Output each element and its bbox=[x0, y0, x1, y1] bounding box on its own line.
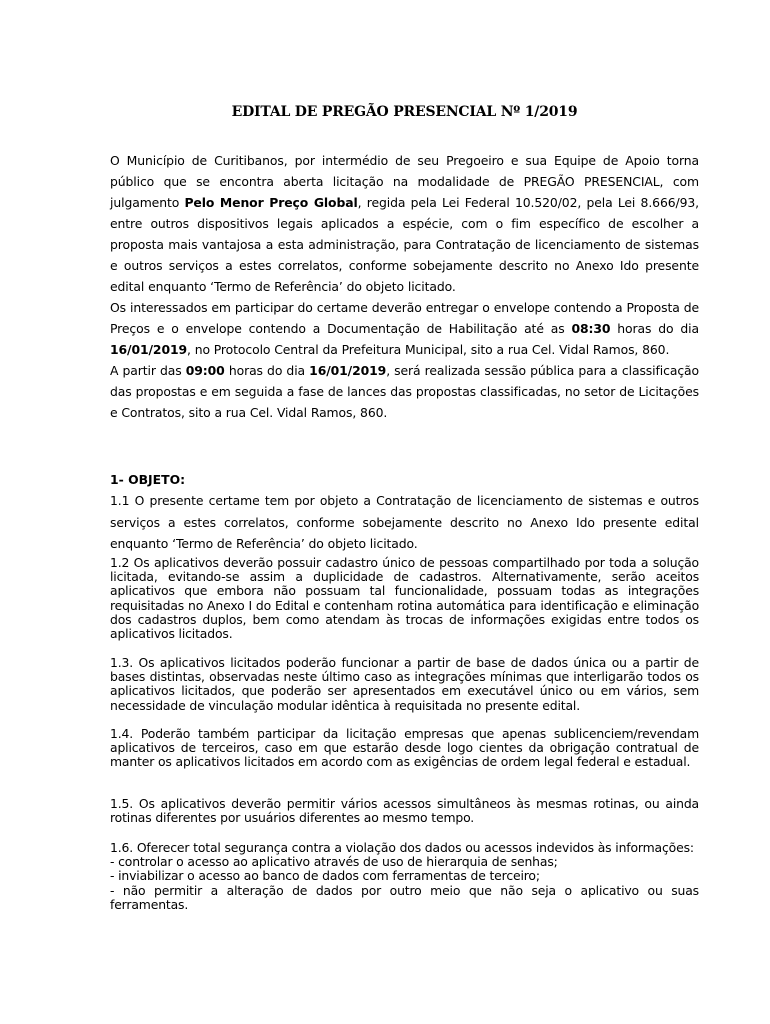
session-date: 16/01/2019 bbox=[309, 363, 387, 378]
clause-1-5 bbox=[110, 797, 699, 825]
intro-text: , regida pela Lei Federal 10.520/02, pela Lei 8.666/93, entre outros dispositivos legais aplicados a espécie, com o fim específico de escolher a proposta mais vantajosa a esta administração, para Contratação de licenciamento de sistemas e outros serviços a estes correlatos, conforme sobejamente descrito no Anexo Ido presente edital enquanto ‘Termo de Referência’ do objeto licitado. bbox=[110, 195, 699, 294]
intro-paragraph-3 bbox=[110, 360, 699, 423]
clause-text: 1.2 Os aplicativos deverão possuir cadastro único de pessoas compartilhado por toda a solução licitada, evitando-se assim a duplicidade de cadastros. Alternativamente, serão aceitos aplicativos que embora não possuam tal funcionalidade, possuam todas as integrações requisitadas no Anexo I do Edital e contenham rotina automática para identificação e eliminação dos cadastros duplos, bem como atendam às trocas de informações exigidas entre todos os aplicativos licitados. bbox=[110, 555, 699, 642]
clause-text: 1.1 O presente certame tem por objeto a Contratação de licenciamento de sistemas e outros serviços a estes correlatos, conforme sobejamente descrito no Anexo Ido presente edital enquanto ‘Termo de Referência’ do objeto licitado. bbox=[110, 493, 699, 551]
judgment-criterion: Pelo Menor Preço Global bbox=[184, 195, 358, 210]
clause-1-1 bbox=[110, 490, 699, 555]
list-item: - inviabilizar o acesso ao banco de dados com ferramentas de terceiro; bbox=[110, 868, 540, 884]
intro-section bbox=[110, 150, 699, 423]
clause-1-4 bbox=[110, 727, 699, 770]
intro-text: Os interessados em participar do certame deverão entregar o envelope contendo a Proposta de Preços e o envelope contendo a Documentação de Habilitação até as bbox=[110, 300, 699, 336]
intro-text: horas do dia bbox=[610, 321, 699, 336]
intro-text: , no Protocolo Central da Prefeitura Municipal, sito a rua Cel. Vidal Ramos, 860. bbox=[187, 342, 670, 357]
intro-text: A partir das bbox=[110, 363, 186, 378]
intro-text: O Município de Curitibanos, por intermédio de seu Pregoeiro e sua Equipe de Apoio torna público que se encontra aberta licitação na modalidade de PREGÃO PRESENCIAL, com julgamento bbox=[110, 153, 699, 210]
clause-text: 1.4. Poderão também participar da licitação empresas que apenas sublicenciem/revendam aplicativos de terceiros, caso em que estarão desde logo cientes da obrigação contratual de manter os aplicativos licitados em acordo com as exigências de ordem legal federal e estadual. bbox=[110, 726, 699, 770]
clause-1-6 bbox=[110, 841, 699, 912]
session-time: 09:00 bbox=[185, 363, 225, 378]
list-item: - não permitir a alteração de dados por outro meio que não seja o aplicativo ou suas ferramentas. bbox=[110, 882, 699, 912]
intro-paragraph-1 bbox=[110, 150, 699, 297]
clause-text: 1.5. Os aplicativos deverão permitir vários acessos simultâneos às mesmas rotinas, ou ainda rotinas diferentes por usuários diferentes ao mesmo tempo. bbox=[110, 796, 699, 826]
intro-paragraph-2 bbox=[110, 297, 699, 360]
delivery-time: 08:30 bbox=[571, 321, 611, 336]
clause-1-3 bbox=[110, 656, 699, 713]
intro-text: , será realizada sessão pública para a classificação das propostas e em seguida a fase de lances das propostas classificadas, no setor de Licitações e Contratos, sito a rua Cel. Vidal Ramos, 860. bbox=[110, 363, 699, 420]
intro-text: horas do dia bbox=[224, 363, 310, 378]
clause-text: 1.6. Oferecer total segurança contra a violação dos dados ou acessos indevidos às informações: bbox=[110, 840, 694, 855]
document-title: EDITAL DE PREGÃO PRESENCIAL Nº 1/2019 bbox=[231, 104, 578, 120]
list-item: - controlar o acesso ao aplicativo através de uso de hierarquia de senhas; bbox=[110, 854, 558, 870]
clause-1-2 bbox=[110, 556, 699, 641]
delivery-date: 16/01/2019 bbox=[110, 342, 188, 357]
clause-text: 1.3. Os aplicativos licitados poderão funcionar a partir de base de dados única ou a partir de bases distintas, observadas neste último caso as integrações mínimas que interligarão todos os aplicativos licitados, que poderão ser apresentados em executável único ou em vários, sem necessidade de vinculação modular idêntica à requisitada no presente edital. bbox=[110, 655, 699, 713]
section-heading-objeto: 1- OBJETO: bbox=[110, 472, 186, 487]
